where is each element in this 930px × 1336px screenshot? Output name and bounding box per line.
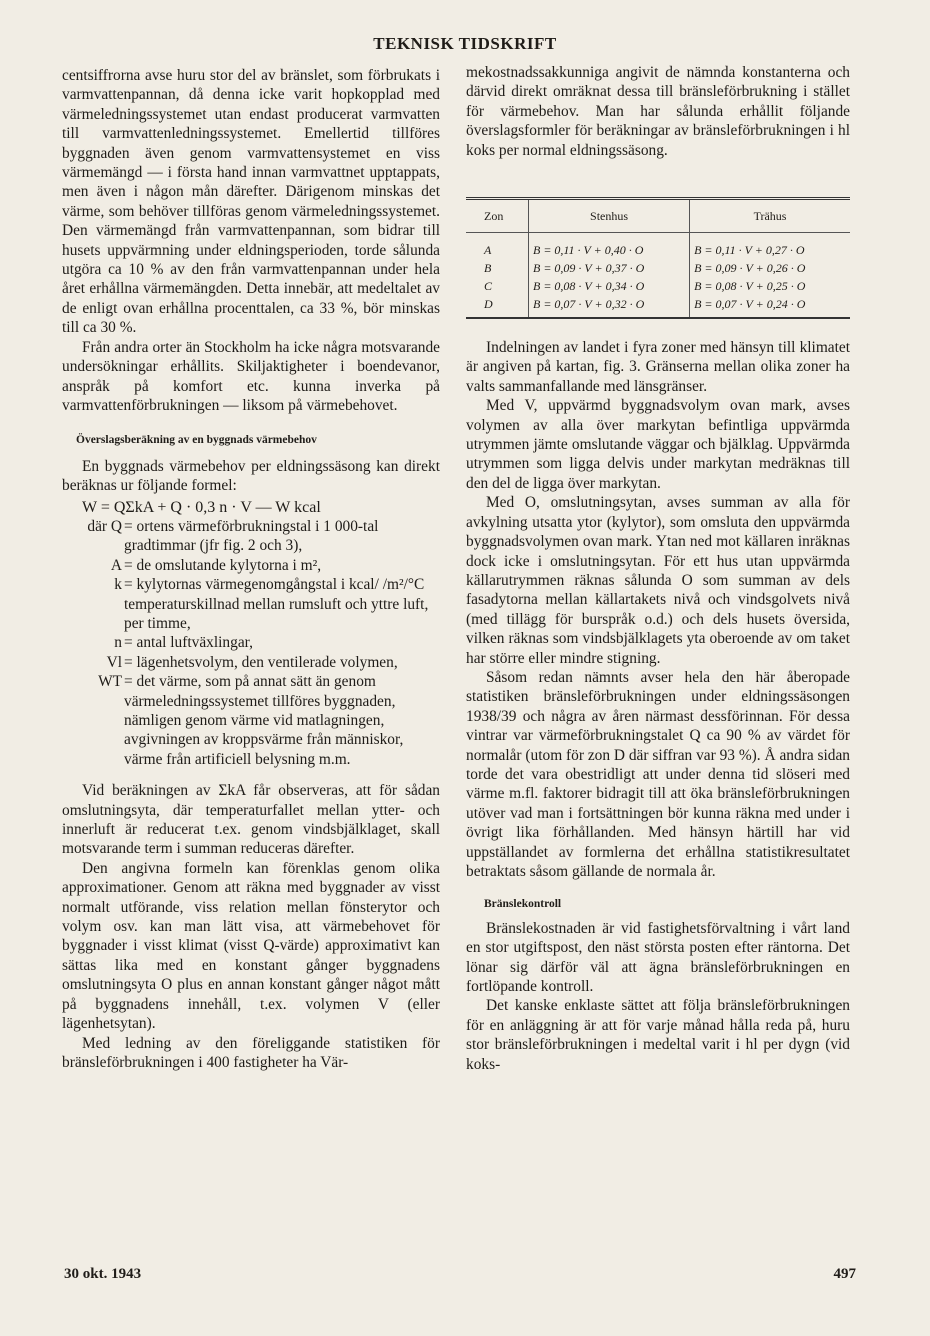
trahus-cell: B = 0,11 · V + 0,27 · O <box>694 243 805 257</box>
definition-row <box>62 653 440 672</box>
definition: = kylytornas värmegenomgångstal i kcal/ /m²/°C temperaturskillnad mellan rumsluft och yttre luft, per timme, <box>124 576 429 632</box>
definition-row <box>62 556 440 575</box>
section-heading: Bränslekontroll <box>484 898 562 911</box>
symbol: WT <box>98 673 122 691</box>
fuel-formula-table <box>466 197 850 319</box>
table-row <box>466 277 850 295</box>
table-row <box>466 259 850 277</box>
table-row <box>466 233 850 260</box>
paragraph: Med ledning av den föreliggande statistiken för bränsleförbrukningen i 400 fastigheter ha Vär- <box>62 1034 440 1071</box>
symbol: n <box>114 634 122 652</box>
section-heading: Överslagsberäkning av en byggnads värmebehov <box>76 434 317 447</box>
paragraph: Indelningen av landet i fyra zoner med hänsyn till klimatet är angiven på kartan, fig. 3. Gränserna mellan olika zoner ha valts sammanfallande med länsgränser. <box>466 339 850 395</box>
paragraph: Såsom redan nämnts avser hela den här åberopade statistiken bränsleförbrukningen under eldningssäsongen 1938/39 och några av åren närmast dessförinnan. För dessa vintrar var värmeförbrukningstalet Q ca 90 % av värdet för normalår (utom för zon D där siffran var 93 %). Å andra sidan torde det vara obestridligt att under denna tid slöseri med värme m.fl. faktorer bidragit till att öka bränsleförbrukningen utöver vad man i fortsättningen bör kunna räkna med under i övrigt lika förhållanden. Med hänsyn härtill har vid uppställandet av formlerna det erhållna statistikresultatet betraktats såsom gällande de normala år. <box>466 668 850 880</box>
zone-cell: B <box>466 259 529 277</box>
paragraph: mekostnadssakkunniga angivit de nämnda konstanterna och därvid direkt omräknat dessa till bränsleförbrukning i stället för värmebehov. Man har sålunda erhållit följande överslagsformler för beräkningar av bränsleförbrukningen i hl koks per normal eldningssäsong. <box>466 64 850 159</box>
paragraph: centsiffrorna avse huru stor del av bränslet, som förbrukats i varmvattenpannan, då denna icke varit hopkopplad med värmeledningssystemet utan endast producerat varmvatten till varmvattenledningssystemet. Emellertid tillföres byggnaden även genom varmvattensystemet en viss värmemängd — i första hand innan varmvattnet upptappats, men även i någon mån därefter. Därigenom minskas det värme, som behöver tillföras genom värmeledningssystemet. Den värmemängd från varmvattenpannan, som bidrar till husets uppvärmning under eldningsperioden, torde sålunda utgöra ca 10 % av den från varmvattenpannan under hela året erhållna värmemängden. Detta innebär, att medeltalet av de enligt ovan erhållna procenttalen, ca 33 %, bör minskas till ca 30 %. <box>62 67 440 337</box>
paragraph: Bränslekostnaden är vid fastighetsförvaltning i vårt land en stor utgiftspost, den näst största posten efter räntorna. Det lönar sig därför väl att ägna bränsleförbrukningen en fortlöpande kontroll. <box>466 919 850 996</box>
symbol: A <box>110 556 122 574</box>
stenhus-cell: B = 0,07 · V + 0,32 · O <box>529 295 690 318</box>
paragraph: Med V, uppvärmd byggnadsvolym ovan mark, avses volymen av alla över markytan befintliga uppvärmda utrymmen jämte omslutande väggar och bjälklag. Uppvärmda utrymmen som ligga delvis under markytan medräknas till den del de ligga över markytan. <box>466 397 850 492</box>
table-header-row <box>466 199 850 233</box>
paragraph: Från andra orter än Stockholm ha icke några motsvarande undersökningar erhållits. Skiljaktigheter i boendevanor, anspråk på komfort etc. kunna inverka på varmvattenförbrukningen — liksom på värmebehovet. <box>62 338 440 414</box>
issue-date: 30 okt. 1943 <box>64 1266 142 1282</box>
stenhus-cell: B = 0,11 · V + 0,40 · O <box>529 233 690 260</box>
zone-cell: D <box>466 295 529 318</box>
column-header-zon: Zon <box>466 199 529 233</box>
table-row <box>466 295 850 318</box>
trahus-cell: B = 0,07 · V + 0,24 · O <box>694 297 806 311</box>
symbol-definitions <box>62 517 440 769</box>
left-column <box>62 66 440 1072</box>
zone-cell: C <box>466 277 529 295</box>
paragraph: En byggnads värmebehov per eldningssäsong kan direkt beräknas ur följande formel: <box>62 457 440 495</box>
paragraph: Med O, omslutningsytan, avses summan av alla för avkylning utsatta ytor (kylytor), som omsluta den uppvärmda byggnadsvolymen ovan mark. Ytan ned mot källaren inräknas dock icke i omslutningsytan. För ett hus utan uppvärmda källarutrymmen räknas sålunda O som summan av dels fasadytorna mellan källartakets nivå och vindsgolvets nivå (med tillägg för burspråk o.d.) och dels husets översida, vilken räknas som vindsbjälklagets yta oberoende av om taket har större eller mindre stigning. <box>466 494 850 667</box>
trahus-cell: B = 0,08 · V + 0,25 · O <box>694 279 806 293</box>
column-header-stenhus: Stenhus <box>529 199 690 233</box>
definition: = ortens värmeförbrukningstal i 1 000-tal gradtimmar (jfr fig. 2 och 3), <box>124 517 379 555</box>
stenhus-cell: B = 0,09 · V + 0,37 · O <box>529 259 690 277</box>
paragraph: Vid beräkningen av ΣkA får observeras, att för sådan omslutningsyta, där temperaturfallet mellan ytter- och innerluft är reducerat t.ex. genom vindsbjälklaget, skall motsvarande term i summan reduceras därefter. <box>62 782 440 858</box>
definition-row <box>62 575 440 633</box>
paragraph: Den angivna formeln kan förenklas genom olika approximationer. Genom att räkna med byggnader av visst normalt utförande, viss relation mellan fönsterytor och volym osv. kan man lätt visa, att värmebehovet för byggnader i visst klimat (visst Q-värde) approximativt kan sättas lika med en konstant gånger byggnadens omslutningsyta O plus en annan konstant gånger något mått på byggnadens innehåll, t.ex. volymen V (eller lägenhetsytan). <box>62 859 440 1033</box>
definition-row <box>62 672 440 769</box>
definition: = antal luftväxlingar, <box>124 634 254 652</box>
paragraph: Det kanske enklaste sättet att följa bränsleförbrukningen för en anläggning är att för varje månad hålla reda på, huru stor bränsleförbrukningen i medeltal varit i hl per dygn (vid koks- <box>466 997 850 1073</box>
column-header-trahus: Trähus <box>690 199 850 233</box>
definition: = det värme, som på annat sätt än genom värmeledningssystemet tillföres byggnaden, nämligen genom värme vid matlagningen, avgivningen av kroppsvärme från människor, värme från artificiell belysning m.m. <box>124 673 404 768</box>
definition: = lägenhetsvolym, den ventilerade volymen, <box>124 653 398 671</box>
trahus-cell: B = 0,09 · V + 0,26 · O <box>694 261 806 275</box>
symbol: där Q <box>87 517 122 535</box>
zone-cell: A <box>466 233 529 260</box>
stenhus-cell: B = 0,08 · V + 0,34 · O <box>529 277 690 295</box>
definition-row <box>62 633 440 652</box>
journal-header: TEKNISK TIDSKRIFT <box>373 34 557 53</box>
heat-formula: W = QΣkA + Q · 0,3 n · V — W kcal <box>82 498 321 516</box>
page-number: 497 <box>833 1266 856 1282</box>
definition-row <box>62 517 440 556</box>
symbol: Vl <box>106 653 122 671</box>
definition: = de omslutande kylytorna i m², <box>124 556 322 574</box>
symbol: k <box>114 576 122 594</box>
